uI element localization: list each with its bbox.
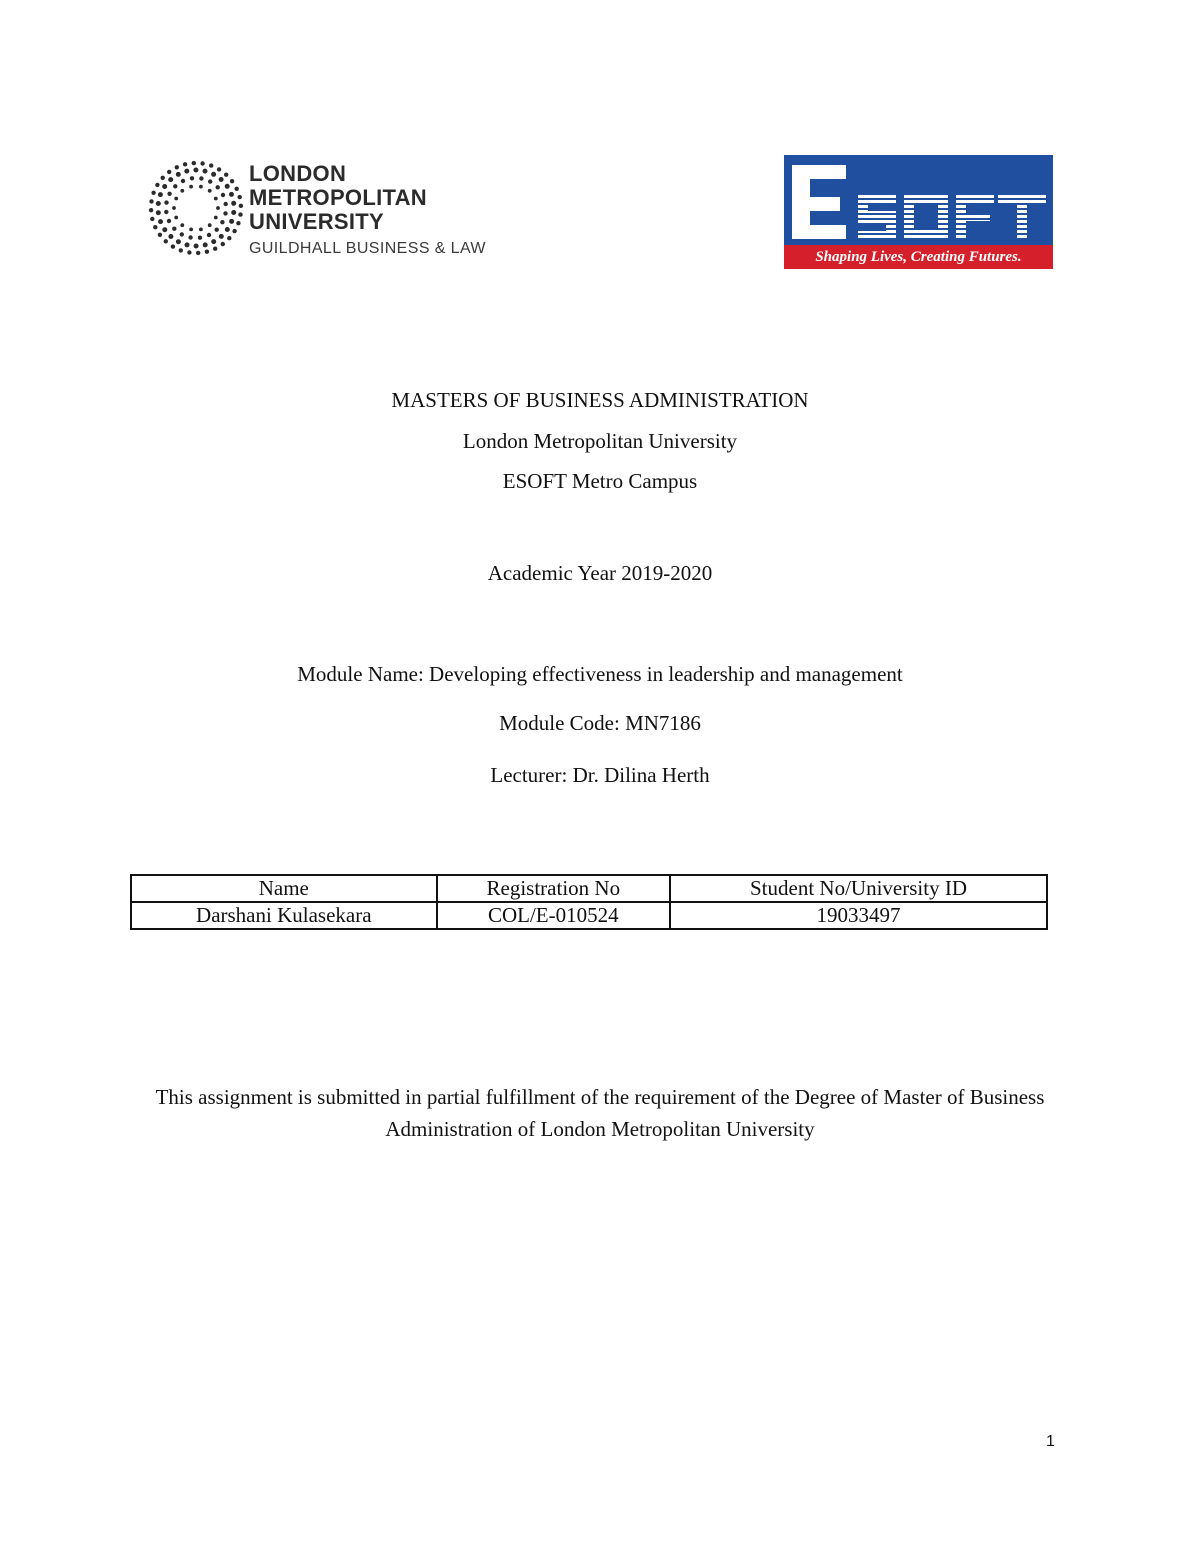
- student-info-table: [130, 874, 1048, 930]
- emblem-dot: [216, 206, 220, 210]
- esoft-logo: [784, 155, 1053, 269]
- degree-title: MASTERS OF BUSINESS ADMINISTRATION: [391, 388, 809, 412]
- emblem-dot: [167, 219, 171, 223]
- academic-year: Academic Year 2019-2020: [487, 561, 713, 585]
- emblem-dot: [175, 165, 179, 169]
- emblem-dot: [219, 234, 224, 239]
- emblem-dot: [174, 216, 178, 220]
- emblem-dot: [173, 184, 177, 188]
- emblem-dot: [155, 183, 159, 187]
- table-header-row: [131, 875, 1047, 902]
- emblem-dot: [238, 195, 242, 199]
- emblem-dot: [190, 176, 194, 180]
- header-registration-no: Registration No: [437, 875, 670, 902]
- emblem-dot: [211, 172, 216, 177]
- emblem-dot: [224, 202, 228, 206]
- emblem-dot: [200, 161, 204, 165]
- emblem-dot: [220, 220, 224, 224]
- lmu-subtitle: GUILDHALL BUSINESS & LAW: [249, 240, 486, 257]
- campus-name: ESOFT Metro Campus: [502, 469, 698, 493]
- emblem-dot: [168, 177, 173, 182]
- emblem-dot: [198, 236, 202, 240]
- emblem-dot: [238, 212, 242, 216]
- emblem-dot: [223, 211, 227, 215]
- lmu-name-line-2: METROPOLITAN: [249, 185, 427, 210]
- emblem-dot: [153, 225, 157, 229]
- emblem-dot: [180, 189, 184, 193]
- emblem-dot: [221, 193, 225, 197]
- emblem-dot: [209, 163, 213, 167]
- emblem-dot: [208, 223, 212, 227]
- emblem-dot: [216, 185, 220, 189]
- emblem-dot: [189, 228, 193, 232]
- lmu-name-line-3: UNIVERSITY: [249, 209, 385, 234]
- emblem-dot: [180, 223, 184, 227]
- emblem-dot: [187, 250, 191, 254]
- emblem-dot: [162, 227, 167, 232]
- emblem-dot: [225, 184, 230, 189]
- emblem-dot: [150, 217, 154, 221]
- emblem-dot: [217, 167, 221, 171]
- emblem-dot: [172, 227, 176, 231]
- table-row: [131, 902, 1047, 929]
- university-name: London Metropolitan University: [462, 429, 738, 453]
- emblem-dot: [196, 251, 200, 255]
- emblem-dot: [213, 247, 217, 251]
- emblem-dot: [203, 242, 208, 247]
- emblem-dot: [174, 197, 178, 201]
- emblem-dot: [193, 168, 198, 173]
- lmu-wordmark: [249, 162, 486, 260]
- submission-statement: This assignment is submitted in partial fulfillment of the requirement of the Degree of Master of Business Administration of London Metropolitan University: [155, 1085, 1045, 1141]
- emblem-dot: [194, 244, 199, 249]
- emblem-dot: [199, 228, 203, 232]
- emblem-dot: [229, 219, 234, 224]
- emblem-dot: [225, 227, 230, 232]
- emblem-dot: [203, 169, 208, 174]
- emblem-dot: [235, 187, 239, 191]
- emblem-dot: [158, 192, 163, 197]
- cell-student-name: Darshani Kulasekara: [131, 902, 437, 929]
- emblem-dot: [172, 206, 176, 210]
- module-name: Module Name: Developing effectiveness in leadership and management: [297, 662, 903, 686]
- emblem-dot: [221, 242, 225, 246]
- emblem-dot: [208, 189, 212, 193]
- emblem-dot: [214, 197, 218, 201]
- emblem-dot: [168, 234, 173, 239]
- header-name: Name: [131, 875, 437, 902]
- emblem-dot: [205, 250, 209, 254]
- emblem-dot: [164, 200, 168, 204]
- emblem-dot: [164, 210, 168, 214]
- emblem-dot: [188, 235, 192, 239]
- lmu-logo: [148, 160, 528, 265]
- emblem-dot: [156, 201, 161, 206]
- emblem-dot: [176, 239, 181, 244]
- emblem-dot: [162, 184, 167, 189]
- cell-student-id: 19033497: [670, 902, 1047, 929]
- emblem-dot: [229, 192, 234, 197]
- lecturer: Lecturer: Dr. Dilina Herth: [490, 763, 710, 787]
- lmu-starburst-emblem: [148, 160, 244, 256]
- emblem-dot: [161, 176, 165, 180]
- emblem-dot: [224, 173, 228, 177]
- emblem-dot: [231, 201, 236, 206]
- emblem-dot: [199, 176, 203, 180]
- emblem-dot: [180, 232, 184, 236]
- emblem-dot: [189, 185, 193, 189]
- emblem-dot: [230, 179, 234, 183]
- emblem-dot: [167, 170, 171, 174]
- emblem-dot: [207, 233, 211, 237]
- emblem-dot: [171, 244, 175, 248]
- emblem-dot: [215, 228, 219, 232]
- emblem-dot: [183, 162, 187, 166]
- emblem-dot: [236, 221, 240, 225]
- emblem-dot: [185, 242, 190, 247]
- emblem-dot: [227, 236, 231, 240]
- emblem-dot: [158, 219, 163, 224]
- emblem-dot: [176, 172, 181, 177]
- emblem-dot: [208, 179, 212, 183]
- header-student-id: Student No/University ID: [670, 875, 1047, 902]
- emblem-dot: [231, 210, 236, 215]
- emblem-dot: [167, 192, 171, 196]
- lmu-name-line-1: LONDON: [249, 161, 347, 186]
- emblem-dot: [164, 239, 168, 243]
- esoft-wordmark: [784, 155, 1053, 245]
- emblem-dot: [239, 204, 243, 208]
- emblem-dot: [181, 179, 185, 183]
- emblem-dot: [156, 210, 161, 215]
- module-code: Module Code: MN7186: [499, 711, 701, 735]
- emblem-dot: [219, 177, 224, 182]
- emblem-dot: [192, 161, 196, 165]
- emblem-dot: [232, 229, 236, 233]
- emblem-dot: [149, 208, 153, 212]
- emblem-dot: [199, 185, 203, 189]
- page-number: 1: [1046, 1433, 1055, 1450]
- emblem-dot: [158, 233, 162, 237]
- emblem-dot: [211, 239, 216, 244]
- emblem-dot: [149, 199, 153, 203]
- emblem-dot: [179, 248, 183, 252]
- emblem-dot: [151, 191, 155, 195]
- esoft-tagline-band: [784, 245, 1053, 269]
- cell-registration-no: COL/E-010524: [437, 902, 670, 929]
- esoft-tagline: Shaping Lives, Creating Futures.: [815, 249, 1022, 265]
- emblem-dot: [214, 216, 218, 220]
- emblem-dot: [184, 169, 189, 174]
